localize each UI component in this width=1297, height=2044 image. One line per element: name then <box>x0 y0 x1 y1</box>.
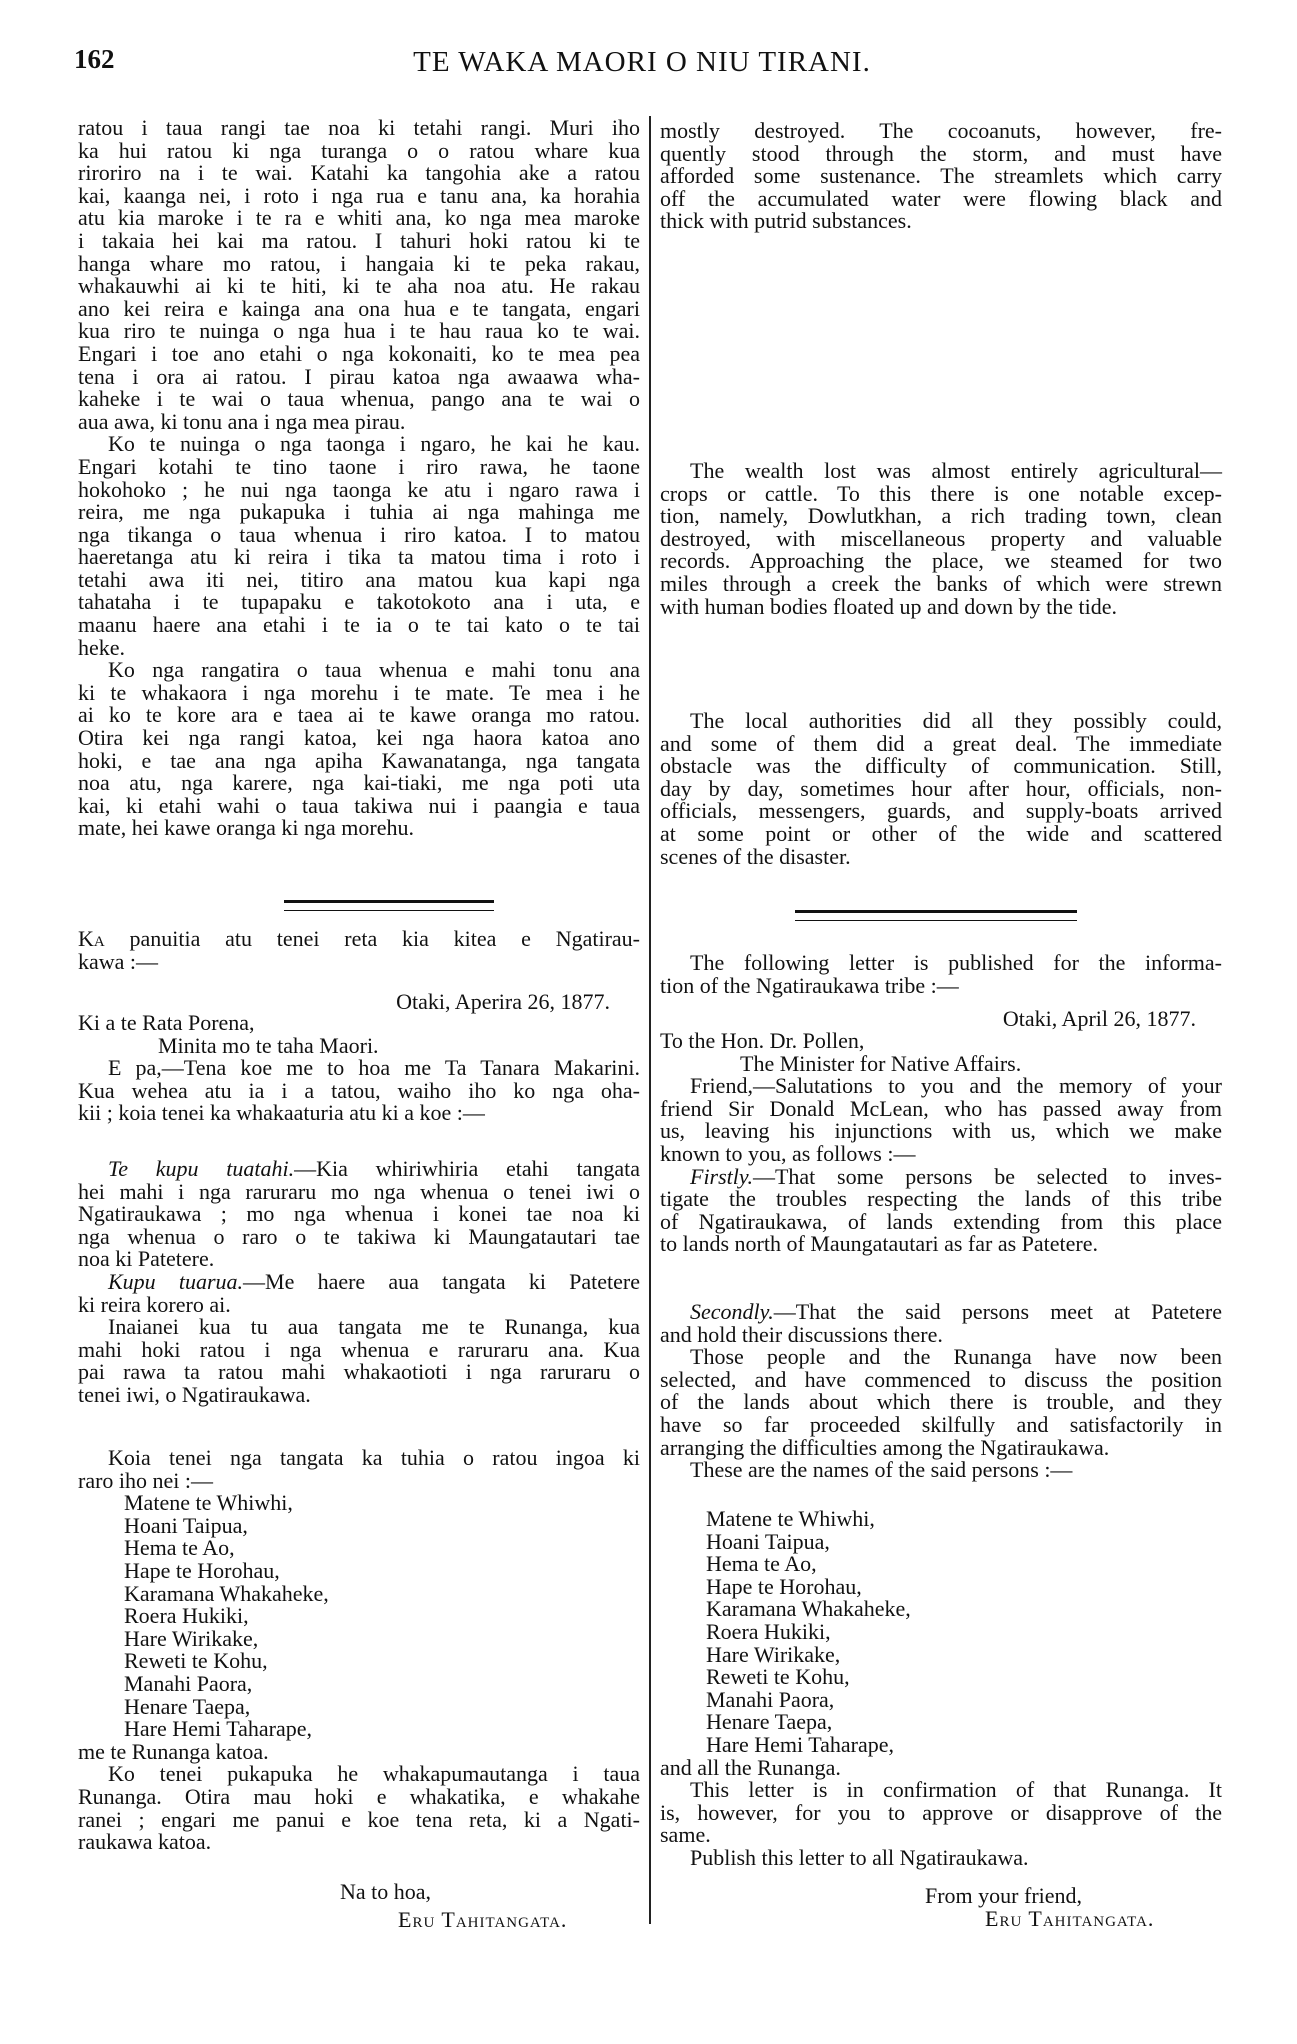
text-line: mate, hei kawe oranga ki nga morehu. <box>78 815 414 841</box>
text-line: The following letter is published for the informa- <box>690 950 1222 975</box>
text-line: Eru Tahitangata. <box>398 1907 568 1932</box>
paragraph <box>78 1447 640 1492</box>
text-line: selected, and have commenced to discuss the position <box>660 1366 1222 1392</box>
maori-article-continuation <box>78 117 640 840</box>
paragraph <box>78 1763 640 1853</box>
text-line: The Minister for Native Affairs. <box>740 1050 1022 1076</box>
text-line: Ko te nuinga o nga taonga i ngaro, he kai he kau. <box>108 431 640 457</box>
text-line: hei mahi i nga raruraru mo nga whenua o tenei iwi o <box>78 1178 640 1204</box>
text-line: tahataha i te tupapaku e takotokoto ana i uta, e <box>78 589 640 615</box>
text-line: raukawa katoa. <box>78 1829 212 1855</box>
text-line: Matene te Whiwhi, <box>124 1490 293 1516</box>
section-rule <box>795 910 1077 921</box>
text-line: destroyed, with miscellaneous property and valuable <box>660 525 1222 551</box>
text-line: Manahi Paora, <box>706 1686 835 1712</box>
maori-signature <box>398 1909 638 1932</box>
signoff <box>925 1885 1215 1908</box>
text-line: kua riro te nuinga o nga hua i te hau raua ko te wai. <box>78 318 640 344</box>
addressee-title <box>660 1050 1222 1076</box>
maori-letter-body <box>78 1158 640 1407</box>
greeting <box>660 1075 1222 1165</box>
text-line: whakauwhi ai ki te hiti, ki te aha noa atu. He rakau <box>78 273 640 299</box>
text-line: tigate the troubles respecting the lands of this tribe <box>660 1186 1222 1212</box>
text-line: Hare Wirikake, <box>124 1625 259 1651</box>
text-line: of Ngatiraukawa, of lands extending from this place <box>660 1208 1222 1234</box>
text-line: obstacle was the difficulty of communication. Still, <box>660 753 1222 779</box>
text-line: Hare Wirikake, <box>706 1641 841 1667</box>
text-line: Hape te Horohau, <box>124 1557 280 1583</box>
text-line: riroriro na i te wai. Katahi ka tangohia ake a ratou <box>78 160 640 186</box>
paragraph <box>78 928 640 973</box>
text-line: hanga whare mo ratou, i hangaia ki te peka rakau, <box>78 250 640 276</box>
maori-letter-intro <box>78 928 640 973</box>
text-line: records. Approaching the place, we steamed for two <box>660 548 1222 574</box>
text-line: tena i ora ai ratou. I pirau katoa nga awaawa wha- <box>78 363 640 389</box>
paragraph <box>78 1738 640 1764</box>
text-line: same. <box>660 1822 711 1848</box>
paragraph <box>660 1844 1222 1870</box>
addressee-title <box>78 1032 640 1058</box>
column-divider <box>649 116 651 1924</box>
masthead-title: TE WAKA MAORI O NIU TIRANI. <box>413 46 871 78</box>
text-line: nga whenua o raro o te takiwa ki Maungatautari tae <box>78 1223 640 1249</box>
text-line: Inaianei kua tu aua tangata me te Runanga, kua <box>108 1314 640 1340</box>
text-line: Ko tenei pukapuka he whakapumautanga i taua <box>108 1761 640 1787</box>
text-line: atu kia maroke i te ra e whiti ana, ko nga mea maroke <box>78 205 640 231</box>
text-line: This letter is in confirmation of that Runanga. It <box>690 1777 1222 1803</box>
text-line <box>78 1268 640 1294</box>
text-line: Ki a te Rata Porena, <box>78 1010 255 1035</box>
english-letter-intro <box>660 952 1222 997</box>
maori-letter-address <box>78 1012 640 1125</box>
text-line: arranging the difficulties among the Ngatiraukawa. <box>660 1434 1110 1460</box>
english-letter-body-2 <box>660 1301 1222 1482</box>
page-number: 162 <box>74 44 115 74</box>
text-line: day by day, sometimes hour after hour, officials, non- <box>660 775 1222 801</box>
text-line: These are the names of the said persons :— <box>690 1457 1073 1483</box>
text-line: Henare Taepa, <box>124 1693 251 1719</box>
text-line: officials, messengers, guards, and supply-boats arrived <box>660 798 1222 824</box>
paragraph <box>660 460 1222 618</box>
drop-word: Ka <box>78 926 105 951</box>
paragraph <box>660 1754 1222 1780</box>
text-line: Hare Hemi Taharape, <box>706 1731 895 1757</box>
line-text: —That some persons be selected to inves- <box>752 1163 1222 1189</box>
text-line: to lands north of Maungatautari as far as Patetere. <box>660 1231 1099 1257</box>
text-line: ratou i taua rangi tae noa ki tetahi rangi. Muri iho <box>78 115 640 140</box>
text-line: tetahi awa iti nei, titiro ana matou kua kapi nga <box>78 566 640 592</box>
signature <box>398 1909 638 1932</box>
text-line: Runanga. Otira mau hoki e whakatika, e whakahe <box>78 1783 640 1809</box>
text-line: Hoani Taipua, <box>124 1512 248 1538</box>
text-line: Eru Tahitangata. <box>985 1906 1155 1931</box>
italic-heading: Firstly. <box>690 1163 753 1189</box>
italic-heading: Te kupu tuatahi. <box>108 1156 295 1181</box>
english-signoff <box>925 1885 1215 1908</box>
text-line: Reweti te Kohu, <box>124 1648 268 1674</box>
paragraph <box>660 952 1222 997</box>
text-line: Ka panuitia atu tenei reta kia kitea e Ngatirau- <box>78 926 640 951</box>
text-line: i takaia hei kai ma ratou. I tahuri hoki ratou ki te <box>78 227 640 253</box>
text-line: ai ko te kore ara e taea ai te kawe oranga mo ratou. <box>78 702 640 728</box>
text-line: quently stood through the storm, and must have <box>660 140 1222 166</box>
text-line: Ngatiraukawa ; mo nga whenua i konei tae noa ki <box>78 1201 640 1227</box>
text-line: scenes of the disaster. <box>660 843 851 869</box>
text-line: Otaki, Aperira 26, 1877. <box>396 989 610 1014</box>
text-line: at some point or other of the wide and scattered <box>660 820 1222 846</box>
text-line: kaheke i te wai o taua whenua, pango ana te wai o <box>78 386 640 412</box>
text-line: pai rawa ta ratou mahi whakaotioti i nga raruraru o <box>78 1359 640 1385</box>
paragraph <box>78 433 640 659</box>
text-line: of the lands about which there is trouble, and they <box>660 1389 1222 1415</box>
paragraph <box>78 1268 640 1317</box>
text-line: aua awa, ki tonu ana i nga mea pirau. <box>78 408 406 434</box>
text-line: Minita mo te taha Maori. <box>158 1032 379 1058</box>
text-line: maanu haere ana etahi i te ia o te tai kato o te tai <box>78 612 640 638</box>
text-line: Otaki, April 26, 1877. <box>1002 1006 1196 1031</box>
addressee <box>660 1030 1222 1053</box>
text-line: with human bodies floated up and down by the tide. <box>660 593 1118 619</box>
text-line: is, however, for you to approve or disapprove of the <box>660 1799 1222 1825</box>
text-line: kai, ki etahi wahi o taua takiwa nui i paangia e taua <box>78 792 640 818</box>
text-line: and all the Runanga. <box>660 1754 841 1780</box>
text-line: kawa :— <box>78 948 159 974</box>
text-line: hoki, e tae ana nga apiha Kawanatanga, nga tangata <box>78 747 640 773</box>
text-line: Hape te Horohau, <box>706 1573 862 1599</box>
text-line: ranei ; engari me panui e koe tena reta, ki a Ngati- <box>78 1806 640 1832</box>
text-line: Roera Hukiki, <box>706 1618 831 1644</box>
maori-letter-names <box>78 1447 640 1854</box>
signature <box>985 1908 1225 1931</box>
text-line <box>660 1163 1222 1189</box>
text-line: To the Hon. Dr. Pollen, <box>660 1028 865 1053</box>
english-article-p3 <box>660 710 1222 868</box>
text-line: tion of the Ngatiraukawa tribe :— <box>660 972 959 998</box>
text-line: Koia tenei nga tangata ka tuhia o ratou ingoa ki <box>108 1445 640 1470</box>
paragraph <box>660 120 1222 233</box>
text-line: nga tikanga o taua whenua i riro katoa. I to matou <box>78 521 640 547</box>
text-line: The wealth lost was almost entirely agricultural— <box>690 458 1222 483</box>
text-line: haeretanga atu ki reira i tika ta matou tima i roto i <box>78 544 640 570</box>
names-list <box>660 1508 1222 1757</box>
text-line: me te Runanga katoa. <box>78 1738 269 1764</box>
text-line: Friend,—Salutations to you and the memory of your <box>690 1073 1222 1099</box>
text-line: us, leaving his injunctions with us, which we make <box>660 1118 1222 1144</box>
paragraph <box>78 1316 640 1406</box>
text-line: ano kei reira e kainga ana ona hua e te tangata, engari <box>78 295 640 321</box>
text-line <box>78 1158 640 1181</box>
text-line: The local authorities did all they possibly could, <box>690 708 1222 733</box>
greeting <box>78 1057 640 1125</box>
paragraph <box>660 1301 1222 1346</box>
paragraph <box>660 710 1222 868</box>
english-letter-body <box>660 1030 1222 1256</box>
paragraph <box>660 1459 1222 1482</box>
names-list <box>78 1492 640 1741</box>
line-text: —That the said persons meet at Patetere <box>773 1299 1222 1324</box>
text-line: off the accumulated water were flowing black and <box>660 185 1222 211</box>
text-line: thick with putrid substances. <box>660 208 912 234</box>
english-signature <box>985 1908 1225 1931</box>
text-line: tion, namely, Dowlutkhan, a rich trading town, clean <box>660 503 1222 529</box>
text-line: afforded some sustenance. The streamlets which carry <box>660 163 1222 189</box>
text-line: noa atu, nga karere, nga kai-tiaki, me nga poti uta <box>78 770 640 796</box>
text-line: Engari i toe ano etahi o nga kokonaiti, ko te mea pea <box>78 340 640 366</box>
text-line: Matene te Whiwhi, <box>706 1506 875 1531</box>
italic-heading: Secondly. <box>690 1299 774 1324</box>
text-line: raro iho nei :— <box>78 1467 214 1493</box>
text-line: Henare Taepa, <box>706 1709 833 1735</box>
maori-signoff <box>340 1881 640 1904</box>
english-article-p2 <box>660 460 1222 618</box>
text-line: hokohoko ; he nui nga taonga ke atu i ngaro rawa i <box>78 476 640 502</box>
english-article-p1 <box>660 120 1222 233</box>
text-line: known to you, as follows :— <box>660 1140 916 1166</box>
text-line: Manahi Paora, <box>124 1670 253 1696</box>
text-line: kii ; koia tenei ka whakaaturia atu ki a koe :— <box>78 1100 485 1126</box>
text-line: Reweti te Kohu, <box>706 1664 850 1690</box>
text-line: kai, kaanga nei, i roto i nga rua e tanu ana, ka horahia <box>78 182 640 208</box>
line-text: —Me haere aua tangata ki Patetere <box>243 1268 640 1294</box>
text-line: Karamana Whakaheke, <box>124 1580 329 1606</box>
section-rule <box>284 900 494 911</box>
text-line: Kua wehea atu ia i a tatou, waiho iho ko nga oha- <box>78 1077 640 1103</box>
text-line: Hema te Ao, <box>124 1535 235 1561</box>
text-line: ki te whakaora i nga morehu i te mate. Te mea i he <box>78 679 640 705</box>
text-line: Otira kei nga rangi katoa, kei nga haora katoa ano <box>78 725 640 751</box>
text-line: crops or cattle. To this there is one notable excep- <box>660 480 1222 506</box>
text-line: Publish this letter to all Ngatiraukawa. <box>690 1844 1029 1870</box>
text-line: miles through a creek the banks of which were strewn <box>660 570 1222 596</box>
paragraph <box>78 1158 640 1271</box>
text-line <box>660 1301 1222 1324</box>
text-line: Roera Hukiki, <box>124 1603 249 1629</box>
text-line: ka hui ratou ki nga turanga o o ratou whare kua <box>78 137 640 163</box>
text-line: and hold their discussions there. <box>660 1321 943 1347</box>
paragraph <box>660 1779 1222 1847</box>
italic-heading: Kupu tuarua. <box>108 1268 244 1294</box>
text-line: Ko nga rangatira o taua whenua e mahi tonu ana <box>108 657 640 683</box>
english-letter-names <box>660 1508 1222 1870</box>
text-line: noa ki Patetere. <box>78 1246 215 1272</box>
text-line: Those people and the Runanga have now been <box>690 1344 1222 1370</box>
text-line: mostly destroyed. The cocoanuts, however, fre- <box>660 118 1222 143</box>
addressee <box>78 1012 640 1035</box>
text-line: reira, me nga pukapuka i tuhia ai nga mahinga me <box>78 499 640 525</box>
line-text: —Kia whiriwhiria etahi tangata <box>294 1156 640 1181</box>
text-line: ki reira korero ai. <box>78 1291 231 1317</box>
paragraph <box>78 659 640 840</box>
text-line: and some of them did a great deal. The immediate <box>660 730 1222 756</box>
text-line: heke. <box>78 634 126 660</box>
text-line: Hema te Ao, <box>706 1551 817 1577</box>
text-line: mahi hoki ratou i nga whenua e raruraru ana. Kua <box>78 1336 640 1362</box>
paragraph <box>660 1346 1222 1459</box>
text-line: Na to hoa, <box>340 1879 432 1904</box>
text-line: Hoani Taipua, <box>706 1528 830 1554</box>
text-line: Karamana Whakaheke, <box>706 1596 911 1622</box>
text-line: tenei iwi, o Ngatiraukawa. <box>78 1381 311 1407</box>
text-line: friend Sir Donald McLean, who has passed away from <box>660 1095 1222 1121</box>
text-line: have so far proceeded skilfully and satisfactorily in <box>660 1411 1222 1437</box>
signoff <box>340 1881 640 1904</box>
paragraph <box>78 117 640 433</box>
text-line: Hare Hemi Taharape, <box>124 1716 313 1742</box>
paragraph <box>660 1163 1222 1257</box>
text-line: Engari kotahi te tino taone i riro rawa, he taone <box>78 453 640 479</box>
text-line: E pa,—Tena koe me to hoa me Ta Tanara Makarini. <box>108 1055 640 1081</box>
text-line: From your friend, <box>925 1883 1083 1908</box>
